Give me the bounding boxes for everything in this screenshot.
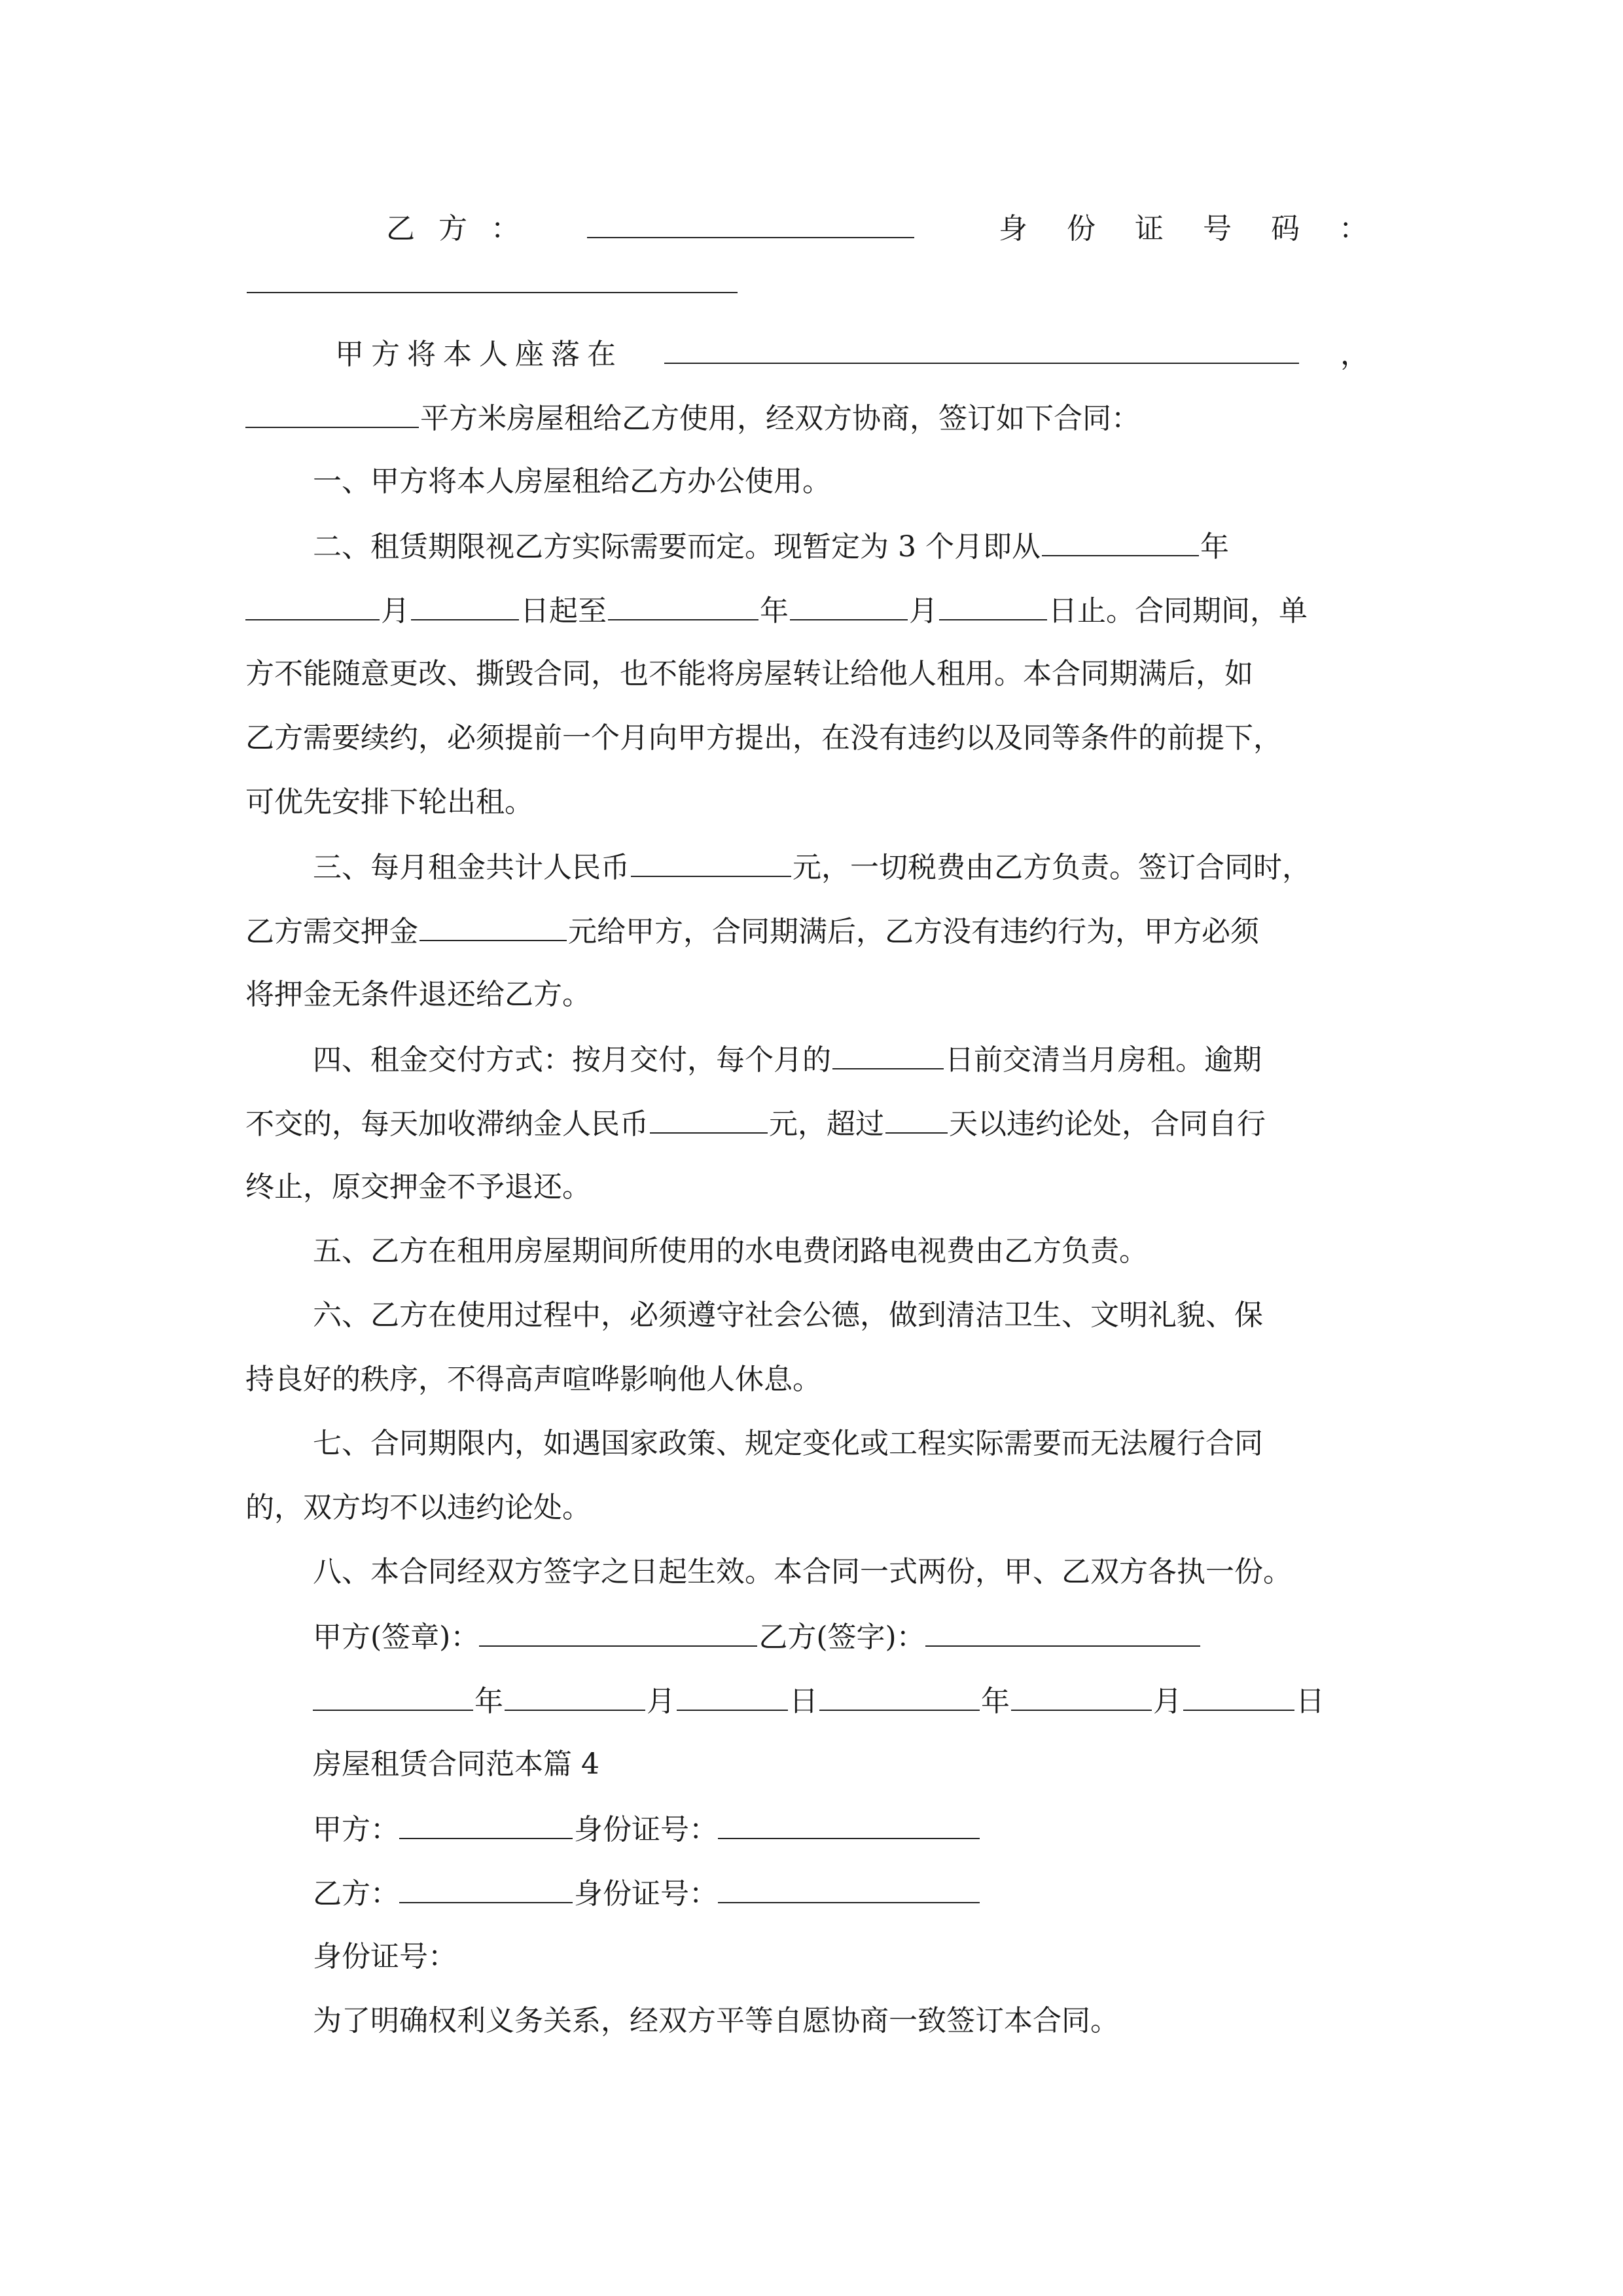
year-label: 年 (474, 1685, 503, 1718)
area-line (245, 398, 1140, 439)
party-a-id-blank[interactable] (718, 1809, 980, 1839)
clause-7-line-1: 七、合同期限内，如遇国家政策、规定变化或工程实际需要而无法履行合同 (313, 1427, 1263, 1460)
overdue-days-blank[interactable] (885, 1103, 948, 1134)
deposit-text: 元给甲方，合同期满后，乙方没有违约行为，甲方必须 (568, 915, 1259, 948)
id-number-blank-line (245, 263, 739, 304)
party-b-name-blank[interactable] (587, 208, 914, 238)
clause-1: 一、甲方将本人房屋租给乙方办公使用。 (313, 465, 831, 498)
day-end-label: 日止。合同期间，单 (1048, 594, 1308, 628)
clause-4-line-2 (245, 1103, 1266, 1144)
rent-label: 三、每月租金共计人民币 (313, 851, 630, 884)
party-a-name-blank[interactable] (399, 1809, 573, 1839)
day-label: 日 (1296, 1685, 1325, 1718)
end-day-blank[interactable] (939, 590, 1047, 620)
party-a-year-blank[interactable] (313, 1681, 473, 1711)
year-label: 年 (1200, 530, 1229, 564)
end-month-blank[interactable] (790, 590, 908, 620)
clause-4-line-1 (313, 1039, 1262, 1080)
clause-2-line-2 (245, 590, 1308, 631)
start-day-blank[interactable] (411, 590, 519, 620)
month-label: 月 (381, 594, 410, 628)
area-blank[interactable] (245, 398, 419, 428)
rent-amount-blank[interactable] (631, 847, 791, 877)
year-label: 年 (760, 594, 789, 628)
party-b-id-line (386, 208, 1407, 249)
party-b-label: 乙方： (313, 1877, 399, 1910)
clause-3-line-2 (245, 911, 1259, 952)
clause-2-line-1 (313, 526, 1229, 567)
late-fee-blank[interactable] (650, 1103, 768, 1134)
clause-7-line-2: 的，双方均不以违约论处。 (245, 1491, 591, 1524)
party-a-day-blank[interactable] (677, 1681, 788, 1711)
late-fee-label: 不交的，每天加收滞纳金人民币 (245, 1107, 649, 1141)
start-year-blank[interactable] (1042, 526, 1199, 556)
id-number-alone: 身份证号： (313, 1940, 457, 1973)
month-label: 月 (647, 1685, 675, 1718)
signature-line (313, 1617, 1202, 1657)
party-b-month-blank[interactable] (1011, 1681, 1152, 1711)
party-b-signature-blank[interactable] (925, 1617, 1200, 1647)
party-b-label: 乙方： (386, 212, 543, 245)
party-a-signature-label: 甲方(签章)： (313, 1621, 480, 1654)
party-b-id-blank[interactable] (718, 1873, 980, 1903)
month-label: 月 (909, 594, 938, 628)
section-4-party-b-line (313, 1873, 981, 1914)
clause-3-line-1 (313, 847, 1311, 888)
id-number-blank[interactable] (247, 263, 738, 293)
clause-2-line-3: 方不能随意更改、撕毁合同，也不能将房屋转让给他人租用。本合同期满后，如 (245, 657, 1253, 691)
month-label: 月 (1153, 1685, 1182, 1718)
signature-date-line (313, 1681, 1325, 1721)
property-location-line (335, 334, 1369, 374)
clause-3-line-3: 将押金无条件退还给乙方。 (245, 978, 591, 1011)
clause-8: 八、本合同经双方签字之日起生效。本合同一式两份，甲、乙双方各执一份。 (313, 1555, 1292, 1588)
deposit-label: 乙方需交押金 (245, 915, 418, 948)
end-year-blank[interactable] (608, 590, 758, 620)
party-a-label: 甲方： (313, 1813, 399, 1846)
clause-4-line-3: 终止，原交押金不予退还。 (245, 1170, 591, 1204)
day-label: 日 (789, 1685, 818, 1718)
clause-2-line-4: 乙方需要续约，必须提前一个月向甲方提出，在没有违约以及同等条件的前提下， (245, 721, 1282, 755)
payment-day-blank[interactable] (832, 1039, 944, 1069)
day-from-label: 日起至 (520, 594, 607, 628)
party-b-day-blank[interactable] (1183, 1681, 1294, 1711)
clause-2-line-5: 可优先安排下轮出租。 (245, 785, 533, 819)
payment-text: 日前交清当月房租。逾期 (945, 1043, 1262, 1077)
overdue-text: 天以违约论处，合同自行 (949, 1107, 1266, 1141)
id-number-label: 身份证号码： (999, 212, 1407, 245)
year-label: 年 (981, 1685, 1010, 1718)
late-fee-text: 元，超过 (769, 1107, 884, 1141)
party-b-signature-label: 乙方(签字)： (758, 1621, 925, 1654)
section-4-party-a-line (313, 1809, 981, 1850)
party-b-id-label: 身份证号： (574, 1877, 718, 1910)
comma: ， (1340, 338, 1369, 371)
section-4-title: 房屋租赁合同范本篇 4 (313, 1748, 599, 1781)
property-location-blank[interactable] (664, 334, 1299, 364)
section-4-intro: 为了明确权利义务关系，经双方平等自愿协商一致签订本合同。 (313, 2004, 1119, 2037)
party-a-id-label: 身份证号： (574, 1813, 718, 1846)
clause-6-line-2: 持良好的秩序，不得高声喧哗影响他人休息。 (245, 1363, 821, 1396)
deposit-amount-blank[interactable] (419, 911, 567, 941)
start-month-blank[interactable] (245, 590, 380, 620)
clause-6-line-1: 六、乙方在使用过程中，必须遵守社会公德，做到清洁卫生、文明礼貌、保 (313, 1299, 1263, 1332)
party-a-month-blank[interactable] (505, 1681, 645, 1711)
payment-label: 四、租金交付方式：按月交付，每个月的 (313, 1043, 831, 1077)
property-location-label: 甲方将本人座落在 (335, 338, 623, 371)
party-a-signature-blank[interactable] (479, 1617, 757, 1647)
party-b-year-blank[interactable] (819, 1681, 980, 1711)
area-text: 平方米房屋租给乙方使用，经双方协商，签订如下合同： (420, 402, 1140, 435)
clause-2-text: 二、租赁期限视乙方实际需要而定。现暂定为 3 个月即从 (313, 530, 1041, 564)
party-b-name-blank[interactable] (399, 1873, 573, 1903)
rent-text: 元，一切税费由乙方负责。签订合同时， (793, 851, 1311, 884)
clause-5: 五、乙方在租用房屋期间所使用的水电费闭路电视费由乙方负责。 (313, 1234, 1148, 1268)
